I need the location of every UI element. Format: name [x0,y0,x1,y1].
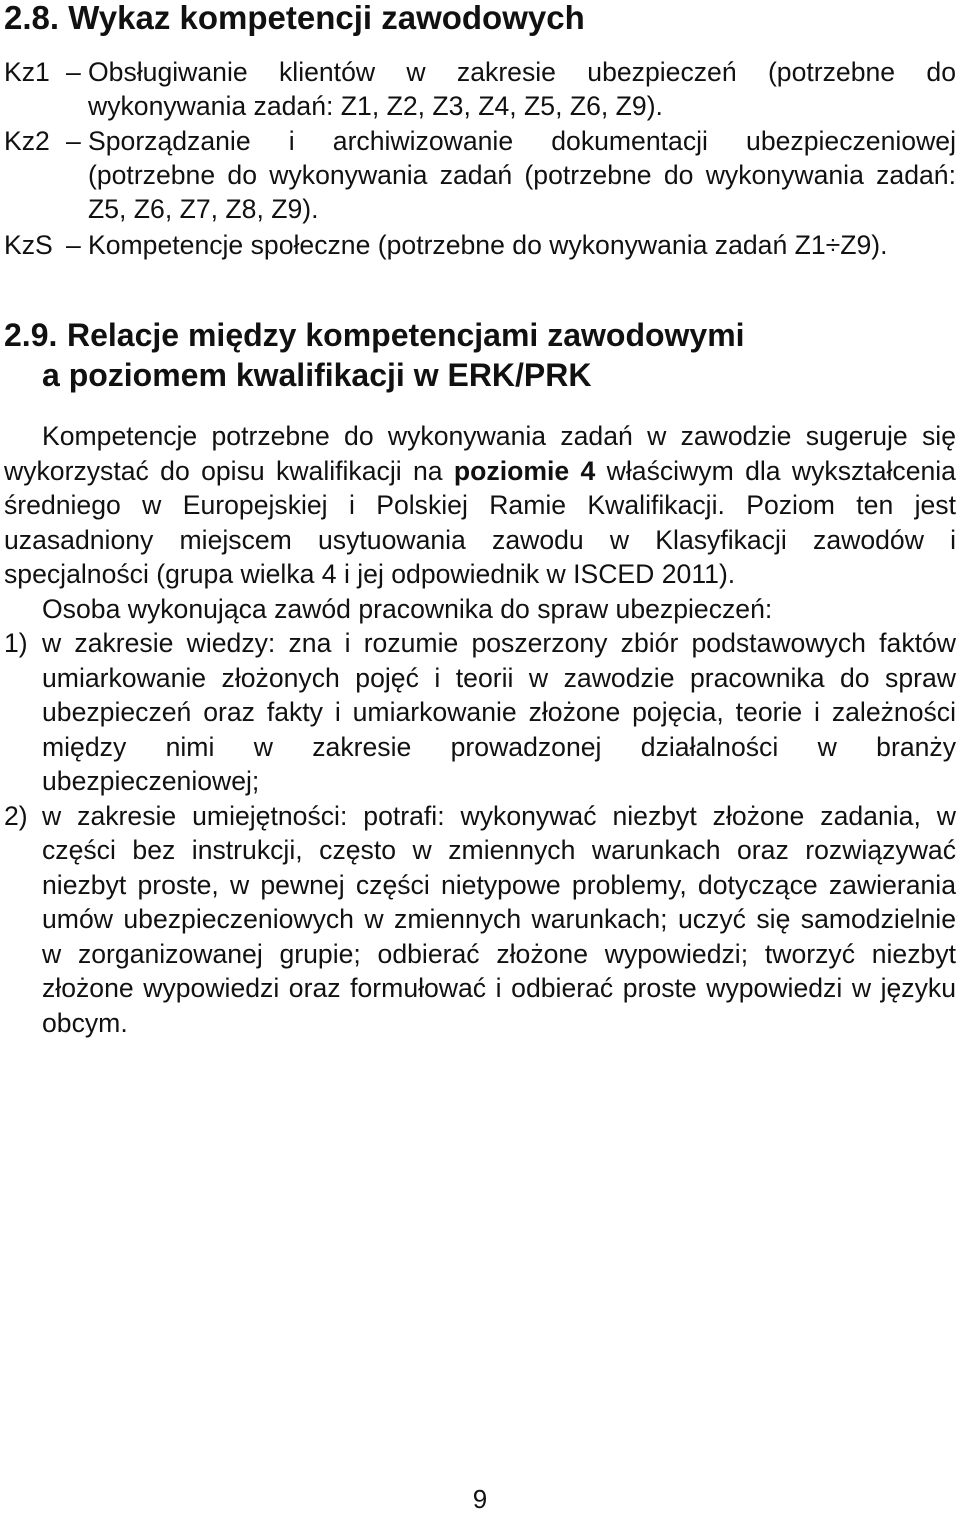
outcomes-list [4,626,956,1040]
section-heading-2-9 [4,315,745,395]
competence-dash: – [66,230,81,260]
section-number: 2.9. [4,317,58,353]
paragraph-intro: Osoba wykonująca zawód pracownika do spraw ubezpieczeń: [42,593,773,624]
emphasis-level: poziomie 4 [453,455,596,486]
section-title-line1: Relacje między kompetencjami zawodowymi [67,317,745,353]
competence-code: Kz1 [4,57,50,87]
section-heading-2-8: 2.8. Wykaz kompetencji zawodowych [4,0,585,36]
competence-item-kz2 [4,124,956,226]
competence-dash: – [66,57,81,87]
competence-code: KzS [4,230,53,260]
competence-text: Obsługiwanie klientów w zakresie ubezpieczeń (potrzebne do wykonywania zadań: Z1, Z2, Z3, Z4, Z5, Z6, Z9). [88,57,956,121]
list-item-text: w zakresie umiejętności: potrafi: wykonywać niezbyt złożone zadania, w części bez instrukcji, często w zmiennych warunkach oraz rozwiązywać niezbyt proste, w pewnej części nietypowe problemy, dotyczące zawierania umów ubezpieczeniowych w zmiennych warunkach; uczyć się samodzielnie w zorganizowanej grupie; odbierać złożone wypowiedzi; tworzyć niezbyt złożone wypowiedzi oraz formułować i odbierać proste wypowiedzi w języku obcym. [42,800,956,1038]
list-item-number: 2) [4,800,28,831]
paragraph-level-description [4,419,956,592]
competence-item-kz1 [4,55,956,123]
competence-dash: – [66,126,81,156]
paragraph-text: Kompetencje potrzebne do wykonywania zadań w zawodzie sugeruje się wykorzystać do opisu kwalifikacji na [4,421,956,486]
competence-text: Kompetencje społeczne (potrzebne do wykonywania zadań Z1÷Z9). [88,230,888,260]
competence-code: Kz2 [4,126,50,156]
section-body [4,419,956,1040]
page-number: 9 [472,1484,488,1514]
competence-text: Sporządzanie i archiwizowanie dokumentacji ubezpieczeniowej (potrzebne do wykonywania zadań (potrzebne do wykonywania zadań: Z5, Z6, Z7, Z8, Z9). [88,126,956,224]
list-item [4,799,956,1041]
list-item [4,626,956,799]
competence-item-kzs [4,228,956,262]
paragraph-text: właściwym dla wykształcenia średniego w Europejskiej i Polskiej Ramie Kwalifikacji. Poziom ten jest uzasadniony miejscem usytuowania zawodu w Klasyfikacji zawodów i specjalności (grupa wielka 4 i jej odpowiednik w ISCED 2011). [4,455,956,589]
section-title-line2: a poziomem kwalifikacji w ERK/PRK [42,357,592,393]
list-item-number: 1) [4,628,28,658]
list-item-text: w zakresie wiedzy: zna i rozumie poszerzony zbiór podstawowych faktów umiarkowanie złożonych pojęć i teorii w zawodzie pracownika do spraw ubezpieczeń oraz fakty i umiarkowanie złożone pojęcia, teorie i zależności między nimi w zakresie prowadzonej działalności w branży ubezpieczeniowej; [42,628,956,796]
